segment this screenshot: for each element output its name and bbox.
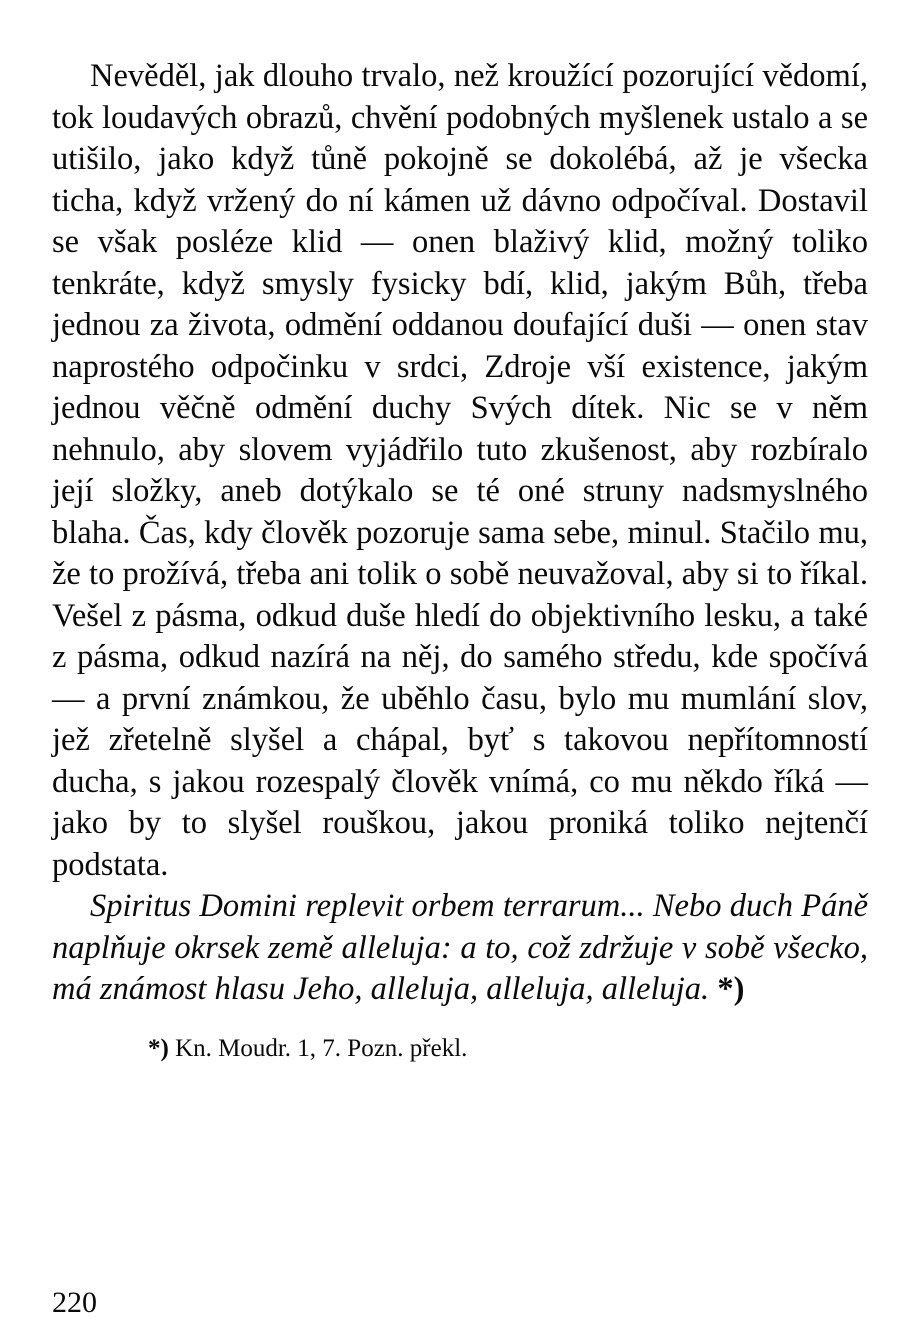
latin-quote-block [52,886,868,1011]
latin-quote-text: Spiritus Domini replevit orbem terrarum... Nebo duch Páně naplňuje okrsek země alleluja: a to, což zdržuje v sobě všecko, má známost hlasu Jeho, alleluja, alleluja, alleluja. [52,888,868,1007]
page-number: 220 [52,1286,97,1319]
footnote-reference: *) [717,971,745,1007]
footnote-marker: *) [148,1034,169,1062]
body-paragraph: Nevěděl, jak dlouho trvalo, než kroužící pozorující vědomí, tok loudavých obrazů, chvění podobných myšlenek ustalo a se utišilo, jako když tůně pokojně se dokolébá, až je všecka ticha, když vržený do ní kámen už dávno odpočíval. Dostavil se však posléze klid — onen blaživý klid, možný toliko tenkráte, když smysly fysicky bdí, klid, jakým Bůh, třeba jednou za života, odmění oddanou doufající duši — onen stav naprostého odpočinku v srdci, Zdroje vší existence, jakým jednou věčně odmění duchy Svých dítek. Nic se v něm nehnulo, aby slovem vyjádřilo tuto zkušenost, aby rozbíralo její složky, aneb dotýkalo se té oné struny nadsmyslného blaha. Čas, kdy člověk pozoruje sama sebe, minul. Stačilo mu, že to prožívá, třeba ani tolik o sobě neuvažoval, aby si to říkal. Vešel z pásma, odkud duše hledí do objektivního lesku, a také z pásma, odkud nazírá na něj, do samého středu, kde spočívá — a první známkou, že uběhlo času, bylo mu mumlání slov, jež zřetelně slyšel a chápal, byť s takovou nepřítomností ducha, s jakou rozespalý člověk vnímá, co mu někdo říká — jako by to slyšel rouškou, jakou proniká toliko nejtenčí podstata. [52,58,868,883]
latin-quote-paragraph [52,886,868,1011]
main-text [52,56,868,886]
footnote [148,1033,868,1065]
page-content [52,56,868,1065]
footnote-text: Kn. Moudr. 1, 7. Pozn. překl. [175,1034,468,1062]
